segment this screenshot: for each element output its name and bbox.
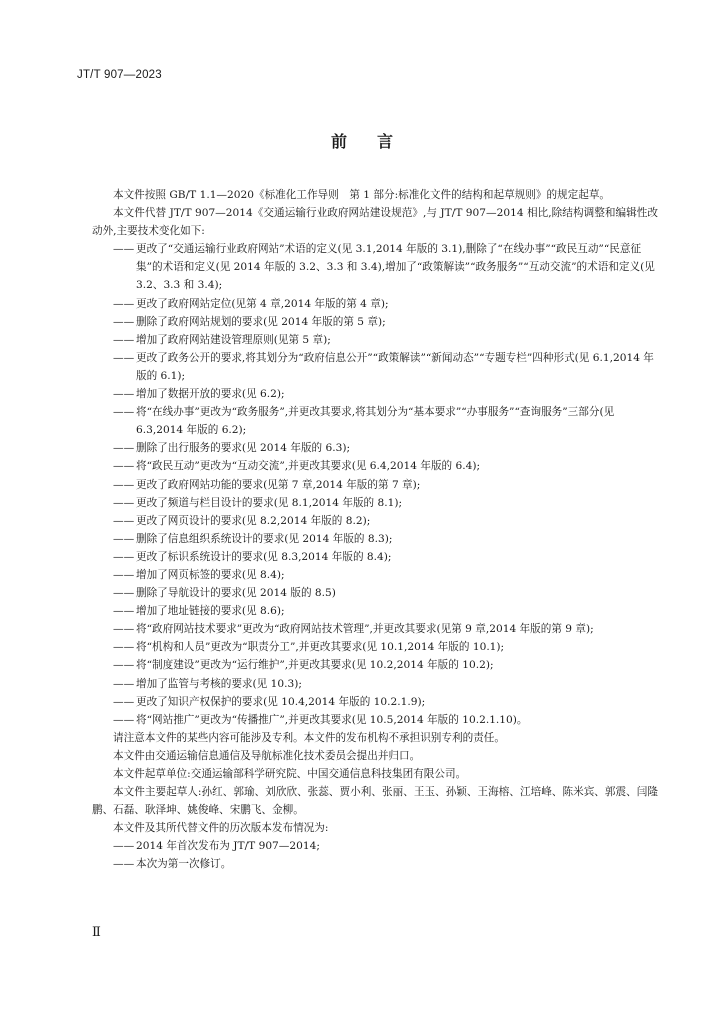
list-item bbox=[92, 584, 658, 602]
list-item-text: 删除了信息组织系统设计的要求(见 2014 年版的 8.3); bbox=[136, 532, 393, 545]
dash-marker: —— bbox=[113, 568, 135, 581]
list-item bbox=[92, 530, 658, 548]
dash-marker: —— bbox=[113, 333, 135, 346]
list-item-text: 将“机构和人员”更改为“职责分工”,并更改其要求(见 10.1,2014 年版的 10.1); bbox=[136, 641, 505, 654]
dash-marker: —— bbox=[113, 840, 135, 853]
list-item bbox=[92, 693, 658, 711]
list-item bbox=[92, 638, 658, 656]
dash-marker: —— bbox=[113, 605, 135, 618]
list-item bbox=[92, 566, 658, 584]
closing-paragraph: 本文件及其所代替文件的历次版本发布情况为: bbox=[113, 822, 329, 835]
change-list bbox=[92, 240, 658, 729]
dash-marker: —— bbox=[113, 550, 135, 563]
dash-marker: —— bbox=[113, 351, 135, 364]
dash-marker: —— bbox=[113, 315, 135, 328]
dash-marker: —— bbox=[113, 478, 135, 491]
list-item bbox=[92, 602, 658, 620]
dash-marker: —— bbox=[113, 297, 135, 310]
dash-marker: —— bbox=[113, 713, 135, 726]
list-item-text: 将“在线办事”更改为“政务服务”,并更改其要求,将其划分为“基本要求”“办事服务”“查询服务”三部分(见 6.3,2014 年版的 6.2); bbox=[136, 406, 615, 437]
closing-paragraph: 本文件主要起草人:孙红、郭瑜、刘欣欣、张蕊、贾小利、张丽、王玉、孙颖、王海榕、江培峰、陈米宾、郭震、闫隆鹏、石磊、耿泽坤、姚俊峰、宋鹏飞、金柳。 bbox=[92, 786, 658, 817]
list-item bbox=[92, 476, 658, 494]
list-item bbox=[92, 855, 658, 873]
list-item bbox=[92, 548, 658, 566]
list-item bbox=[92, 494, 658, 512]
list-item-text: 本次为第一次修订。 bbox=[136, 858, 232, 871]
list-item-text: 2014 年首次发布为 JT/T 907—2014; bbox=[136, 840, 320, 853]
list-item bbox=[92, 439, 658, 457]
page-number: Ⅱ bbox=[92, 924, 101, 939]
list-item-text: 更改了政府网站定位(见第 4 章,2014 年版的第 4 章); bbox=[136, 297, 389, 310]
list-item bbox=[92, 656, 658, 674]
document-id: JT/T 907—2023 bbox=[77, 69, 162, 81]
preface-body bbox=[92, 186, 658, 874]
list-item bbox=[92, 711, 658, 729]
list-item-text: 更改了政务公开的要求,将其划分为“政府信息公开”“政策解读”“新闻动态”“专题专栏”四种形式(见 6.1,2014 年版的 6.1); bbox=[136, 351, 654, 382]
list-item-text: 增加了地址链接的要求(见 8.6); bbox=[136, 605, 285, 618]
dash-marker: —— bbox=[113, 858, 135, 871]
list-item-text: 将“政府网站技术要求”更改为“政府网站技术管理”,并更改其要求(见第 9 章,2014 年版的第 9 章); bbox=[136, 623, 594, 636]
dash-marker: —— bbox=[113, 623, 135, 636]
list-item bbox=[92, 512, 658, 530]
closing-paragraph: 请注意本文件的某些内容可能涉及专利。本文件的发布机构不承担识别专利的责任。 bbox=[113, 731, 505, 744]
list-item-text: 将“政民互动”更改为“互动交流”,并更改其要求(见 6.4,2014 年版的 6.4); bbox=[136, 460, 481, 473]
list-item bbox=[92, 385, 658, 403]
dash-marker: —— bbox=[113, 388, 135, 401]
list-item bbox=[92, 837, 658, 855]
list-item-text: 更改了政府网站功能的要求(见第 7 章,2014 年版的第 7 章); bbox=[136, 478, 421, 491]
list-item bbox=[92, 620, 658, 638]
list-item-text: 增加了政府网站建设管理原则(见第 5 章); bbox=[136, 333, 331, 346]
list-item bbox=[92, 240, 658, 294]
list-item-text: 增加了数据开放的要求(见 6.2); bbox=[136, 388, 285, 401]
dash-marker: —— bbox=[113, 496, 135, 509]
dash-marker: —— bbox=[113, 532, 135, 545]
list-item-text: 删除了导航设计的要求(见 2014 版的 8.5) bbox=[136, 587, 336, 600]
closing-paragraph: 本文件由交通运输信息通信及导航标准化技术委员会提出并归口。 bbox=[113, 749, 421, 762]
list-item bbox=[92, 403, 658, 439]
dash-marker: —— bbox=[113, 677, 135, 690]
list-item-text: 删除了政府网站规划的要求(见 2014 年版的第 5 章); bbox=[136, 315, 386, 328]
dash-marker: —— bbox=[113, 641, 135, 654]
dash-marker: —— bbox=[113, 695, 135, 708]
intro-paragraph: 本文件代替 JT/T 907—2014《交通运输行业政府网站建设规范》,与 JT/T 907—2014 相比,除结构调整和编辑性改动外,主要技术变化如下: bbox=[92, 207, 658, 238]
list-item-text: 增加了监管与考核的要求(见 10.3); bbox=[136, 677, 302, 690]
list-item bbox=[92, 331, 658, 349]
list-item-text: 更改了知识产权保护的要求(见 10.4,2014 年版的 10.2.1.9); bbox=[136, 695, 426, 708]
intro-paragraph: 本文件按照 GB/T 1.1—2020《标准化工作导则 第 1 部分:标准化文件的结构和起草规则》的规定起草。 bbox=[113, 189, 611, 201]
page-title: 前言 bbox=[330, 132, 423, 151]
dash-marker: —— bbox=[113, 587, 135, 600]
list-item-text: 删除了出行服务的要求(见 2014 年版的 6.3); bbox=[136, 442, 351, 455]
dash-marker: —— bbox=[113, 442, 135, 455]
list-item-text: 将“网站推广”更改为“传播推广”,并更改其要求(见 10.5,2014 年版的 10.2.1.10)。 bbox=[136, 713, 528, 726]
list-item-text: 更改了标识系统设计的要求(见 8.3,2014 年版的 8.4); bbox=[136, 550, 392, 563]
dash-marker: —— bbox=[113, 659, 135, 672]
list-item bbox=[92, 675, 658, 693]
dash-marker: —— bbox=[113, 406, 135, 419]
list-item-text: 更改了网页设计的要求(见 8.2,2014 年版的 8.2); bbox=[136, 514, 371, 527]
list-item-text: 将“制度建设”更改为“运行维护”,并更改其要求(见 10.2,2014 年版的 10.2); bbox=[136, 659, 494, 672]
dash-marker: —— bbox=[113, 460, 135, 473]
dash-marker: —— bbox=[113, 514, 135, 527]
list-item bbox=[92, 349, 658, 385]
list-item-text: 更改了“交通运输行业政府网站”术语的定义(见 3.1,2014 年版的 3.1),删除了“在线办事”“政民互动”“民意征集”的术语和定义(见 2014 年版的 3.2、3.3 和 3.4),增加了“政策解读”“政务服务”“互动交流”的术语和定义(见 3.2、3.3 和 3.4); bbox=[136, 243, 655, 292]
list-item-text: 增加了网页标签的要求(见 8.4); bbox=[136, 568, 285, 581]
list-item bbox=[92, 313, 658, 331]
closing-paragraph: 本文件起草单位:交通运输部科学研究院、中国交通信息科技集团有限公司。 bbox=[113, 768, 467, 780]
list-item-text: 更改了频道与栏目设计的要求(见 8.1,2014 年版的 8.1); bbox=[136, 496, 403, 509]
list-item bbox=[92, 295, 658, 313]
dash-marker: —— bbox=[113, 243, 135, 256]
list-item bbox=[92, 457, 658, 475]
history-list bbox=[92, 837, 658, 873]
